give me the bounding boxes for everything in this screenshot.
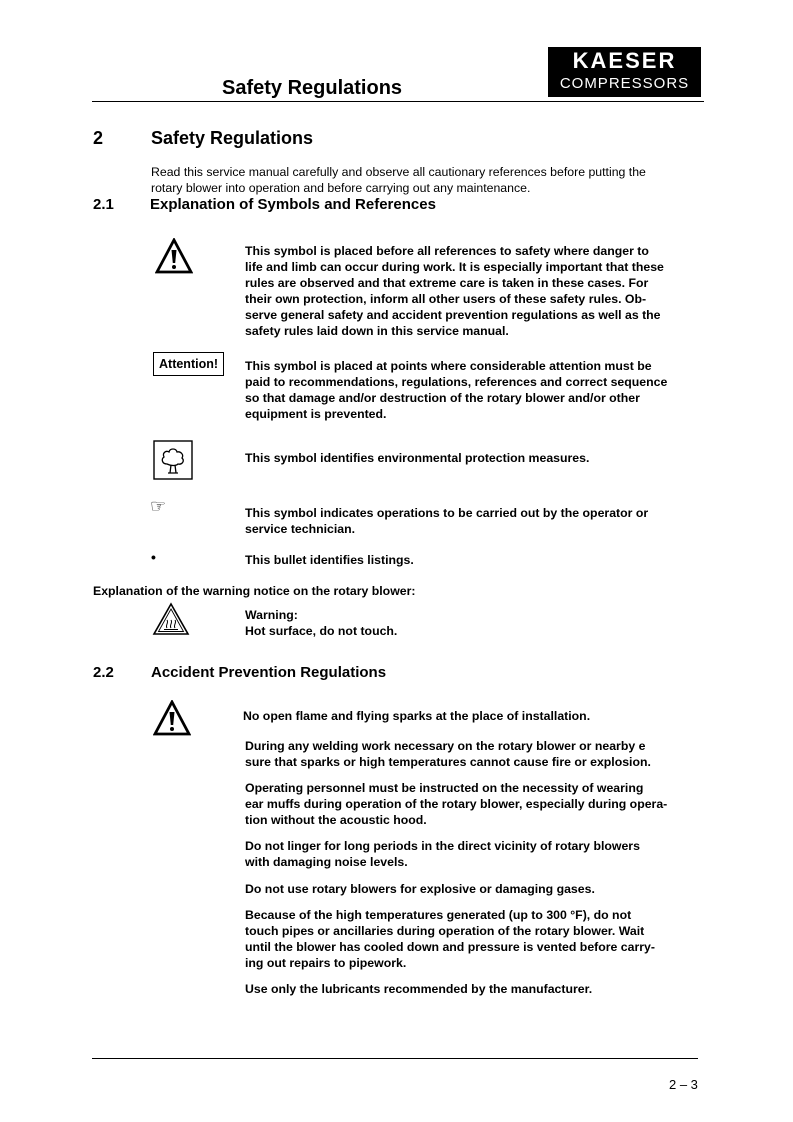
- bullet-icon: •: [151, 549, 156, 565]
- text-line: touch pipes or ancillaries during operation of the rotary blower. Wait: [245, 924, 645, 938]
- warning-triangle-icon: [153, 700, 191, 736]
- symbol-description: [245, 552, 715, 568]
- text-line: equipment is prevented.: [245, 407, 387, 421]
- text-line: Operating personnel must be instructed on the necessity of wearing: [245, 781, 644, 795]
- symbol-description: [245, 450, 715, 466]
- text-line: This symbol is placed before all references to safety where danger to: [245, 244, 649, 258]
- pointing-hand-icon: ☞: [150, 496, 167, 517]
- header-title: Safety Regulations: [222, 77, 403, 99]
- tree-icon: [153, 440, 193, 480]
- text-line: Use only the lubricants recommended by the manufacturer.: [245, 982, 593, 996]
- subsection-number: 2.1: [93, 196, 114, 213]
- text-line: life and limb can occur during work. It is especially important that these: [245, 260, 664, 274]
- warning-notice-description: Hot surface, do not touch.: [245, 624, 398, 638]
- text-line: so that damage and/or destruction of the rotary blower and/or other: [245, 391, 640, 405]
- hot-surface-icon: [152, 602, 190, 636]
- regulation-paragraph: [245, 981, 715, 997]
- text-line: safety rules laid down in this service manual.: [245, 324, 509, 338]
- page-number: 2 – 3: [669, 1077, 698, 1092]
- warning-notice-text: [245, 607, 715, 639]
- text-line: ear muffs during operation of the rotary blower, especially during opera-: [245, 797, 668, 811]
- text-line: No open flame and flying sparks at the place of installation.: [243, 709, 591, 723]
- footer-divider: [92, 1058, 698, 1059]
- text-line: until the blower has cooled down and pressure is vented before carry-: [245, 940, 655, 954]
- text-line: their own protection, inform all other users of these safety rules. Ob-: [245, 292, 647, 306]
- kaeser-logo: [548, 47, 701, 97]
- text-line: rules are observed and that extreme care is taken in these cases. For: [245, 276, 649, 290]
- text-line: This bullet identifies listings.: [245, 553, 414, 567]
- regulation-paragraph: [243, 708, 713, 724]
- symbol-description: [245, 243, 715, 339]
- text-line: Do not linger for long periods in the direct vicinity of rotary blowers: [245, 839, 640, 853]
- text-line: This symbol is placed at points where considerable attention must be: [245, 359, 652, 373]
- regulation-paragraph: [245, 780, 715, 828]
- text-line: This symbol identifies environmental protection measures.: [245, 451, 590, 465]
- text-line: This symbol indicates operations to be carried out by the operator or: [245, 506, 649, 520]
- regulation-paragraph: [245, 907, 715, 971]
- text-line: Because of the high temperatures generated (up to 300 °F), do not: [245, 908, 632, 922]
- section-intro: [151, 165, 711, 196]
- text-line: Do not use rotary blowers for explosive or damaging gases.: [245, 882, 595, 896]
- warning-notice-heading: Explanation of the warning notice on the rotary blower:: [93, 584, 416, 598]
- text-line: service technician.: [245, 522, 356, 536]
- warning-notice-label: Warning:: [245, 608, 298, 622]
- regulation-paragraph: [245, 881, 715, 897]
- symbol-description: [245, 358, 715, 422]
- header-divider: [92, 101, 704, 102]
- section-title: Safety Regulations: [151, 128, 314, 148]
- subsection-number: 2.2: [93, 664, 114, 681]
- regulation-paragraph: [245, 738, 715, 770]
- text-line: with damaging noise levels.: [245, 855, 408, 869]
- section-number: 2: [93, 128, 104, 148]
- text-line: sure that sparks or high temperatures cannot cause fire or explosion.: [245, 755, 651, 769]
- text-line: tion without the acoustic hood.: [245, 813, 427, 827]
- text-line: serve general safety and accident prevention regulations as well as the: [245, 308, 661, 322]
- regulation-paragraph: [245, 838, 715, 870]
- text-line: During any welding work necessary on the rotary blower or nearby e: [245, 739, 646, 753]
- subsection-title: Accident Prevention Regulations: [151, 664, 387, 681]
- subsection-title: Explanation of Symbols and References: [150, 196, 436, 213]
- logo-subtitle: COMPRESSORS: [559, 75, 690, 92]
- text-line: paid to recommendations, regulations, references and correct sequence: [245, 375, 668, 389]
- attention-label: Attention!: [153, 352, 224, 376]
- logo-brand: KAESER: [572, 48, 677, 73]
- text-line: ing out repairs to pipework.: [245, 956, 407, 970]
- symbol-description: [245, 505, 715, 537]
- intro-line: rotary blower into operation and before carrying out any maintenance.: [151, 180, 531, 195]
- warning-triangle-icon: [155, 238, 193, 274]
- intro-line: Read this service manual carefully and observe all cautionary references before putting the: [151, 165, 646, 179]
